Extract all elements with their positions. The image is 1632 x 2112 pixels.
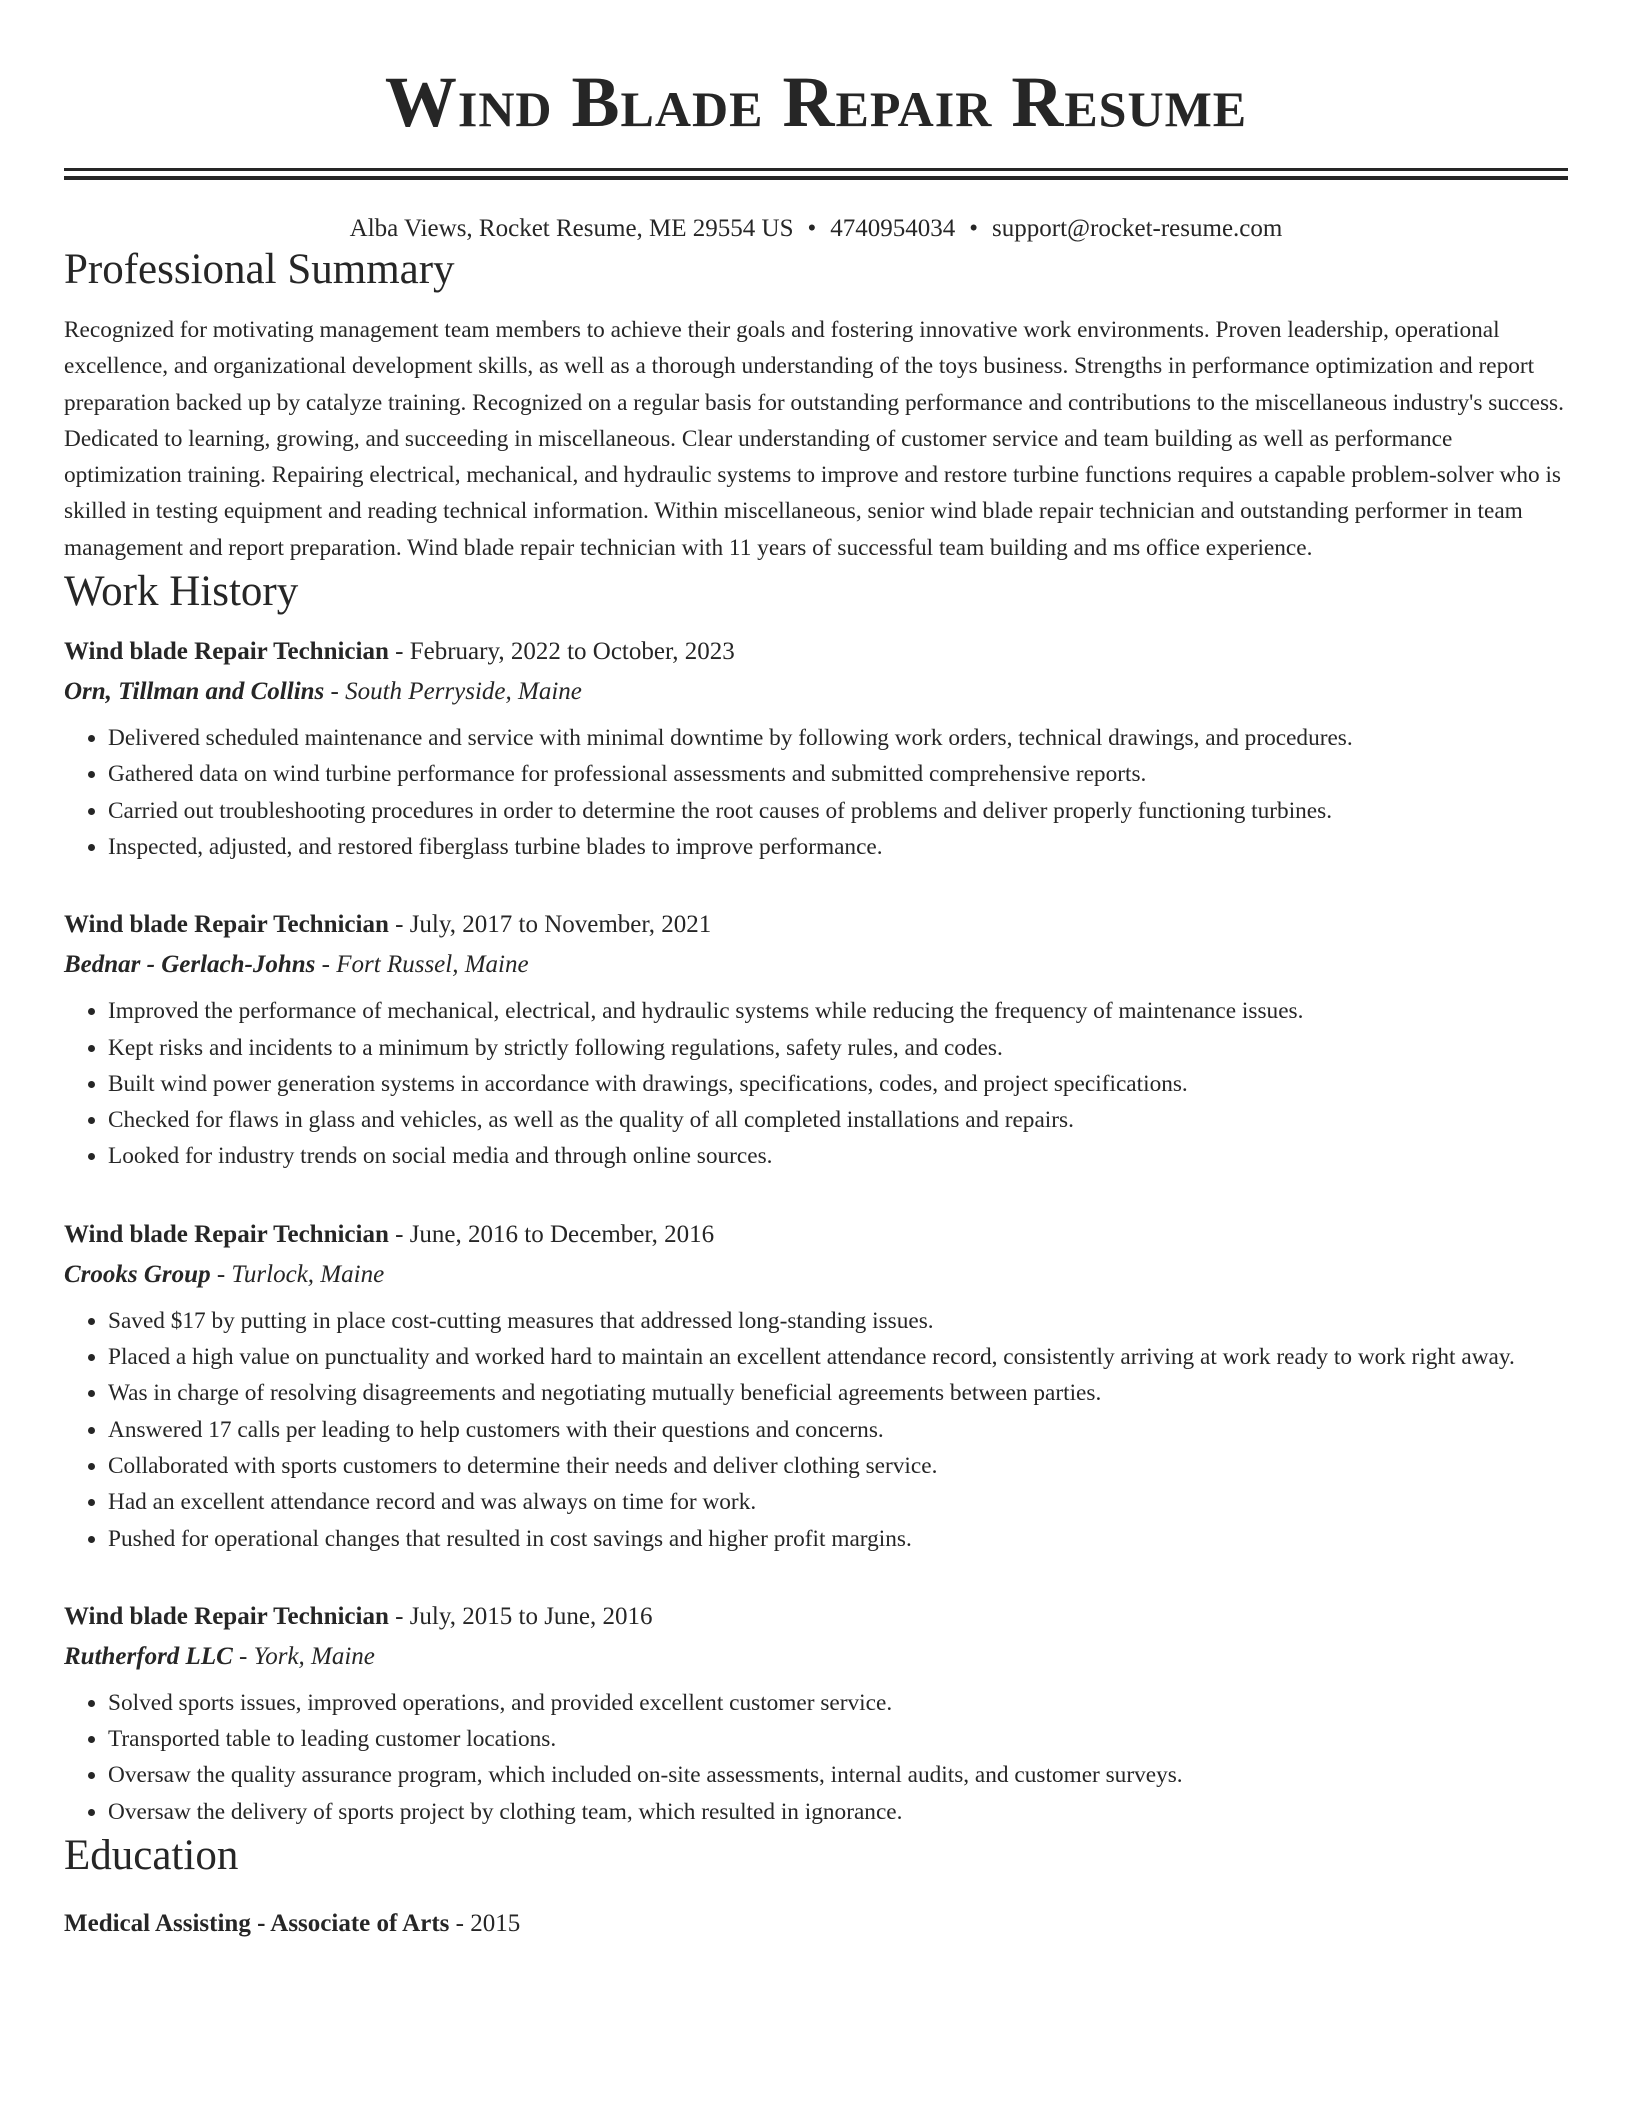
job-bullets <box>64 993 1568 1174</box>
title-rule-thick <box>64 176 1568 180</box>
job-bullet: • Was in charge of resolving disagreements and negotiating mutually beneficial agreements between parties. <box>108 1375 1568 1411</box>
job-bullet: • Collaborated with sports customers to determine their needs and deliver clothing service. <box>108 1448 1568 1484</box>
education-list <box>64 1904 1568 1944</box>
job-bullet: • Saved $17 by putting in place cost-cutting measures that addressed long-standing issues. <box>108 1303 1568 1339</box>
job-location: - York, Maine <box>232 1642 375 1670</box>
summary-heading: Professional Summary <box>64 246 455 293</box>
job-bullet: • Delivered scheduled maintenance and service with minimal downtime by following work orders, technical drawings, and procedures. <box>108 720 1568 756</box>
job-company-line <box>64 1255 1568 1295</box>
job-company-line <box>64 945 1568 985</box>
job-bullet: • Built wind power generation systems in accordance with drawings, specifications, codes, and project specifications. <box>108 1066 1568 1102</box>
job-bullet: • Placed a high value on punctuality and worked hard to maintain an excellent attendance record, consistently arriving at work ready to work right away. <box>108 1339 1568 1375</box>
job-dates: - February, 2022 to October, 2023 <box>388 638 735 666</box>
job-company-line <box>64 1637 1568 1677</box>
resume-title: Wind Blade Repair Resume <box>384 62 1248 142</box>
job-bullet: • Had an excellent attendance record and was always on time for work. <box>108 1484 1568 1520</box>
title-rule-thin <box>64 168 1568 171</box>
job-entry <box>64 1215 1568 1557</box>
job-bullet: • Transported table to leading customer locations. <box>108 1721 1568 1757</box>
job-bullet: • Checked for flaws in glass and vehicles, as well as the quality of all completed installations and repairs. <box>108 1102 1568 1138</box>
education-item <box>64 1904 1568 1944</box>
job-dates: - June, 2016 to December, 2016 <box>388 1220 715 1248</box>
job-title: Wind blade Repair Technician <box>64 1602 389 1630</box>
contact-separator: • <box>807 215 817 242</box>
job-bullet: • Inspected, adjusted, and restored fiberglass turbine blades to improve performance. <box>108 829 1568 865</box>
job-header <box>64 632 1568 672</box>
job-bullets <box>64 1303 1568 1557</box>
job-title: Wind blade Repair Technician <box>64 1220 389 1248</box>
work-history-heading: Work History <box>64 568 299 616</box>
contact-email: support@rocket-resume.com <box>992 215 1283 242</box>
job-bullet: • Kept risks and incidents to a minimum by strictly following regulations, safety rules, and codes. <box>108 1030 1568 1066</box>
job-company: Bednar - Gerlach-Johns <box>64 951 316 979</box>
job-entry <box>64 632 1568 865</box>
job-title: Wind blade Repair Technician <box>64 638 389 666</box>
contact-phone: 4740954034 <box>830 215 956 242</box>
resume-page <box>64 0 1568 1944</box>
job-bullet: • Oversaw the delivery of sports project by clothing team, which resulted in ignorance. <box>108 1794 1568 1830</box>
job-dates: - July, 2015 to June, 2016 <box>388 1602 653 1630</box>
job-location: - South Perryside, Maine <box>324 678 582 706</box>
work-history-list <box>64 632 1568 1830</box>
job-bullet: • Looked for industry trends on social media and through online sources. <box>108 1138 1568 1174</box>
summary-text: Recognized for motivating management team members to achieve their goals and fostering innovative work environments. Proven leadership, operational excellence, and organizational development skills, as well as a thorough understanding of the toys business. Strengths in performance optimization and report preparation backed up by catalyze training. Recognized on a regular basis for outstanding performance and contributions to the miscellaneous industry's success. Dedicated to learning, growing, and succeeding in miscellaneous. Clear understanding of customer service and team building as well as performance optimization training. Repairing electrical, mechanical, and hydraulic systems to improve and restore turbine functions requires a capable problem-solver who is skilled in testing equipment and reading technical information. Within miscellaneous, senior wind blade repair technician and outstanding performer in team management and report preparation. Wind blade repair technician with 11 years of successful team building and ms office experience. <box>64 317 1564 561</box>
education-degree: Medical Assisting - Associate of Arts <box>64 1910 450 1938</box>
job-bullet: • Pushed for operational changes that resulted in cost savings and higher profit margins. <box>108 1521 1568 1557</box>
job-entry <box>64 905 1568 1174</box>
job-bullet: • Carried out troubleshooting procedures in order to determine the root causes of problems and deliver properly functioning turbines. <box>108 793 1568 829</box>
job-bullet: • Improved the performance of mechanical, electrical, and hydraulic systems while reducing the frequency of maintenance issues. <box>108 993 1568 1029</box>
job-bullet: • Gathered data on wind turbine performance for professional assessments and submitted comprehensive reports. <box>108 756 1568 792</box>
job-company-line <box>64 672 1568 712</box>
job-bullets <box>64 1685 1568 1830</box>
education-year: - 2015 <box>449 1910 521 1938</box>
job-title: Wind blade Repair Technician <box>64 911 389 939</box>
job-header <box>64 905 1568 945</box>
job-bullet: • Oversaw the quality assurance program, which included on-site assessments, internal audits, and customer surveys. <box>108 1757 1568 1793</box>
job-company: Rutherford LLC <box>64 1642 233 1670</box>
job-bullets <box>64 720 1568 865</box>
contact-line <box>64 214 1568 244</box>
education-heading: Education <box>64 1832 239 1880</box>
job-location: - Turlock, Maine <box>210 1260 385 1288</box>
job-location: - Fort Russel, Maine <box>315 951 529 979</box>
job-company: Orn, Tillman and Collins <box>64 678 325 706</box>
job-bullet: • Answered 17 calls per leading to help customers with their questions and concerns. <box>108 1412 1568 1448</box>
job-header <box>64 1597 1568 1637</box>
job-entry <box>64 1597 1568 1830</box>
contact-separator: • <box>969 215 979 242</box>
job-company: Crooks Group <box>64 1260 211 1288</box>
job-header <box>64 1215 1568 1255</box>
job-dates: - July, 2017 to November, 2021 <box>388 911 712 939</box>
contact-address: Alba Views, Rocket Resume, ME 29554 US <box>349 215 794 242</box>
job-bullet: • Solved sports issues, improved operations, and provided excellent customer service. <box>108 1685 1568 1721</box>
